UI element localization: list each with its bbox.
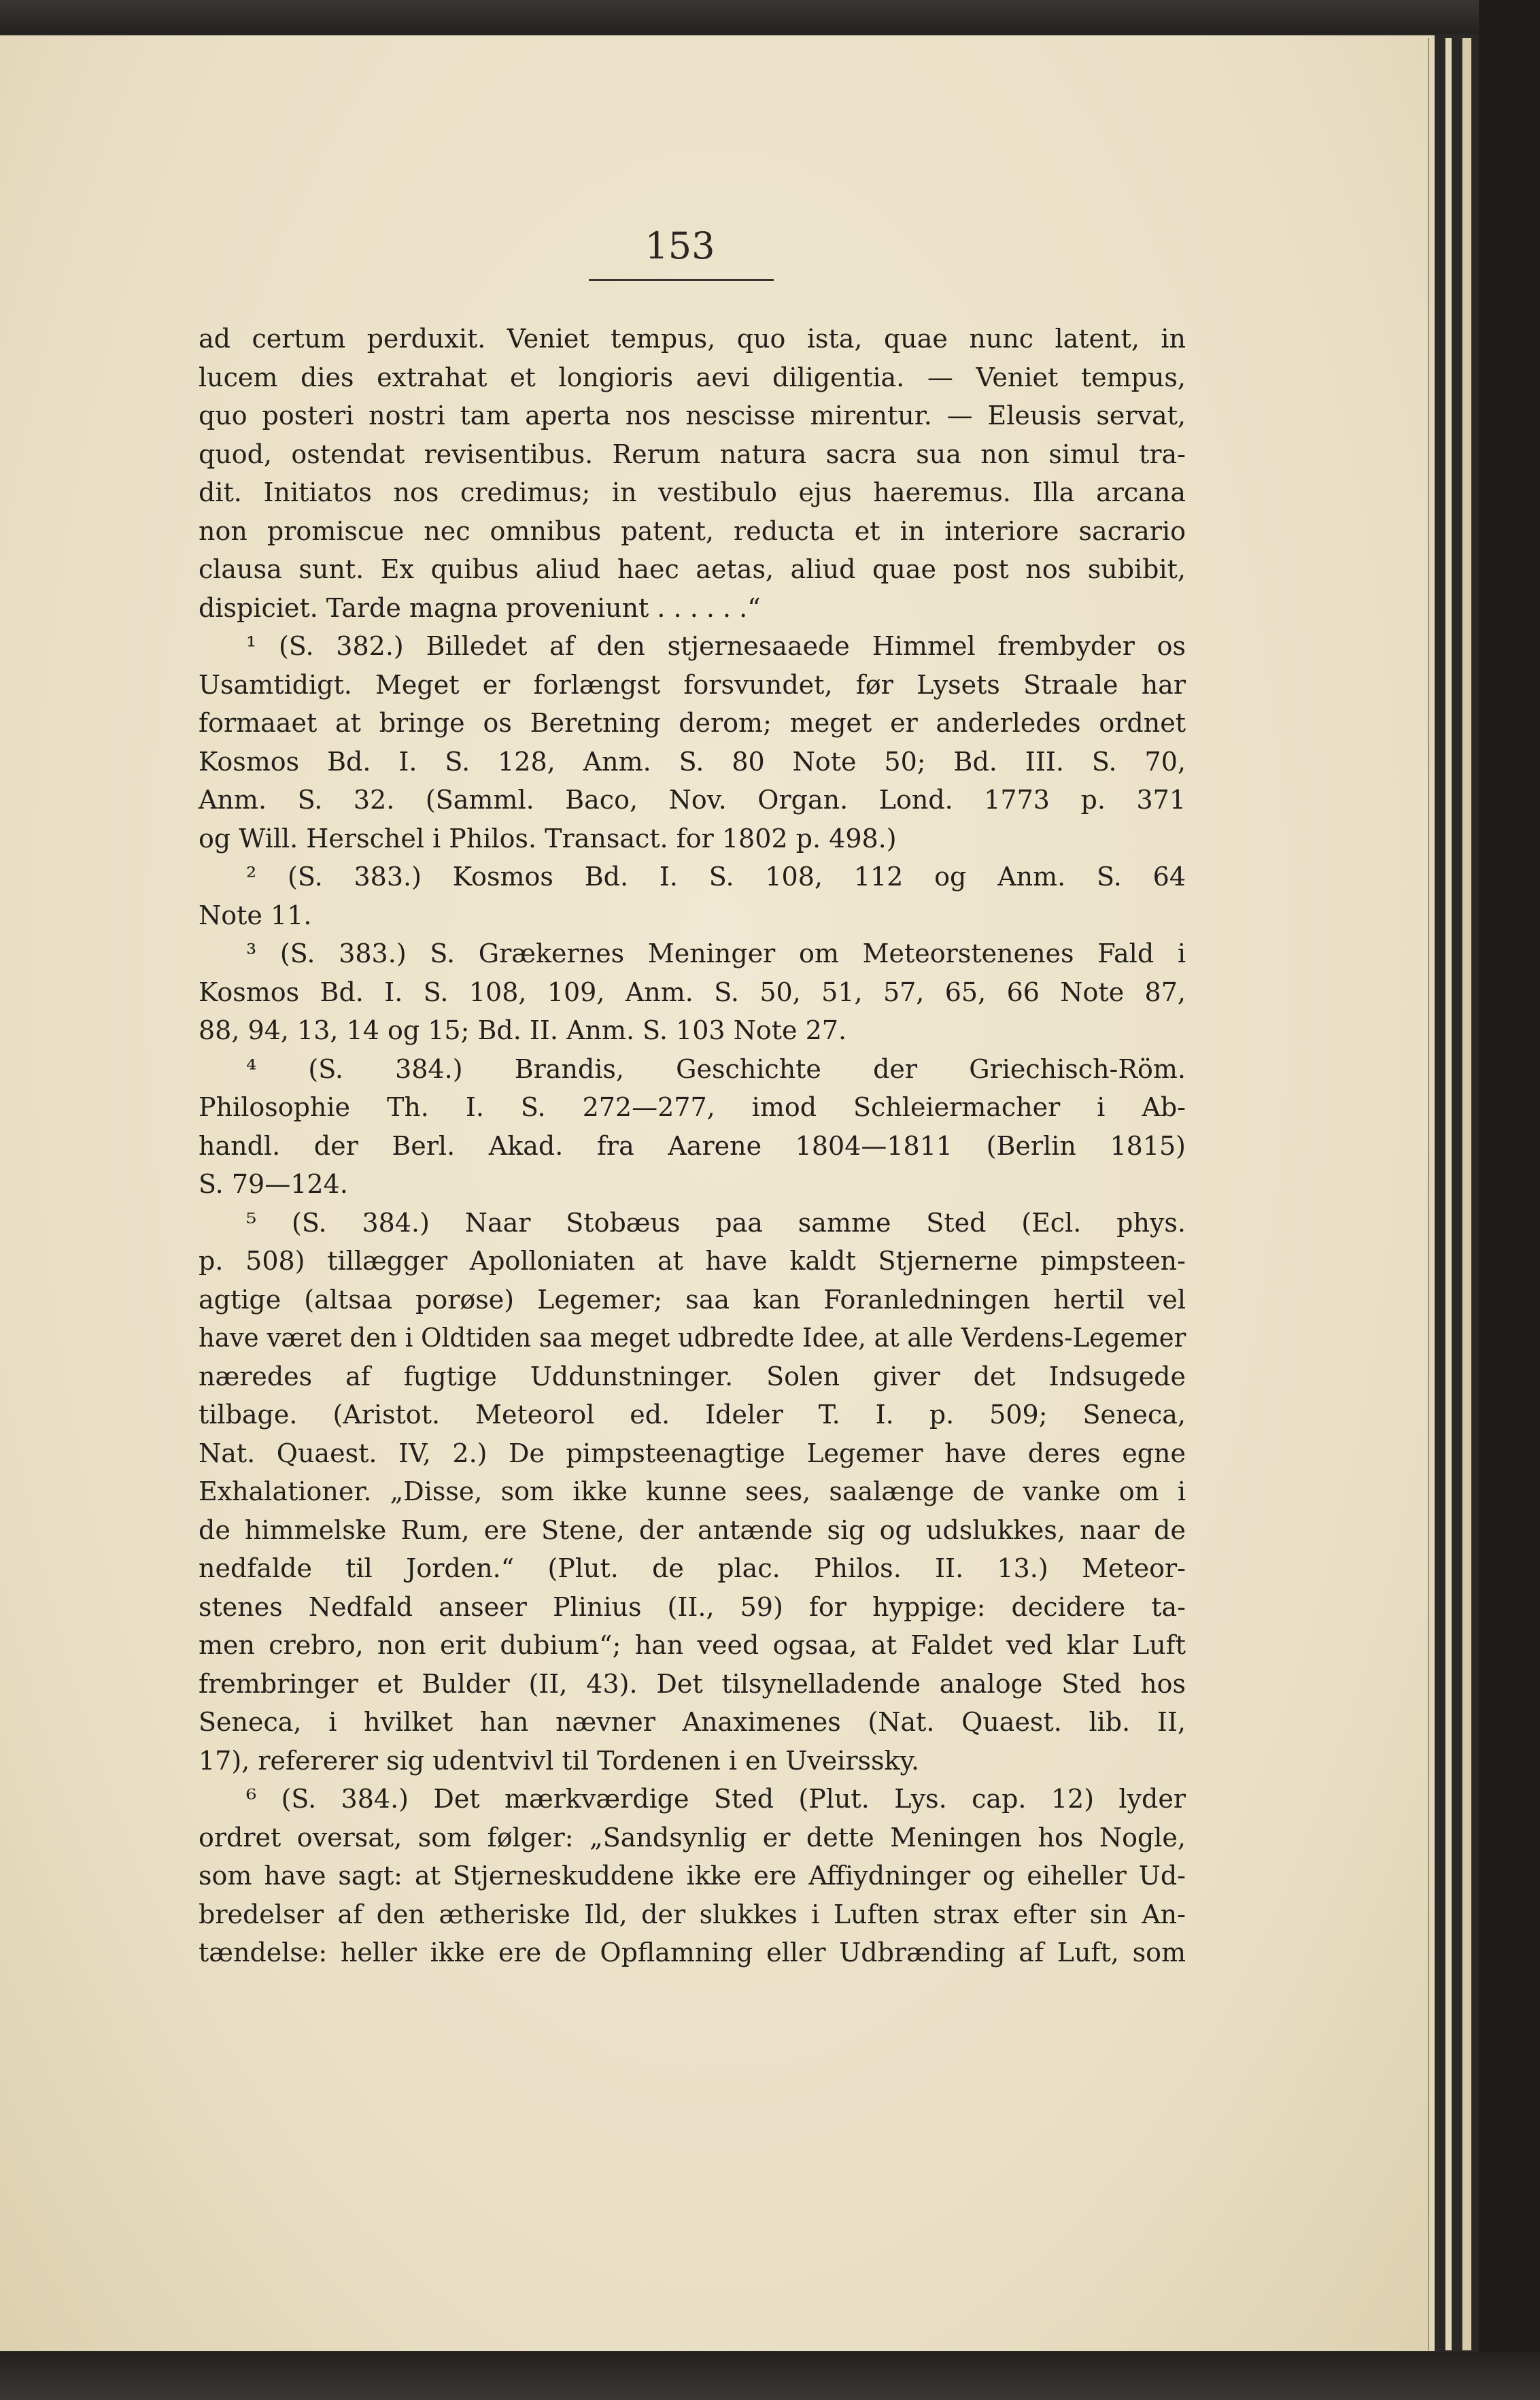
text-line: Kosmos Bd. I. S. 108, 109, Anm. S. 50, 51, 57, 65, 66 Note 87, [199,977,1186,1007]
footnote-paragraph [199,1050,1186,1204]
text-line: tilbage. (Aristot. Meteorol ed. Ideler T. I. p. 509; Seneca, [199,1400,1186,1430]
text-line: tændelse: heller ikke ere de Opflamning eller Udbrænding af Luft, som [199,1938,1186,1967]
page-text [199,320,1186,1972]
text-line: Philosophie Th. I. S. 272—277, imod Schleiermacher i Ab- [199,1092,1186,1122]
page-edge [1428,38,1435,2350]
text-line: ¹ (S. 382.) Billedet af den stjernesaaede Himmel frembyder os [246,631,1186,661]
text-line: ad certum perduxit. Veniet tempus, quo ista, quae nunc latent, in [199,324,1186,354]
text-line: quo posteri nostri tam aperta nos nescisse mirentur. — Eleusis servat, [199,401,1186,430]
page-edge [1445,38,1452,2350]
text-line: p. 508) tillægger Apolloniaten at have kaldt Stjernerne pimpsteen- [199,1246,1186,1276]
text-line: Seneca, i hvilket han nævner Anaximenes (Nat. Quaest. lib. II, [199,1707,1186,1737]
text-line: ⁵ (S. 384.) Naar Stobæus paa samme Sted (Ecl. phys. [246,1207,1186,1238]
book-cover-right [1479,0,1540,2400]
text-line: Nat. Quaest. IV, 2.) De pimpsteenagtige Legemer have deres egne [199,1438,1186,1468]
text-line: som have sagt: at Stjerneskuddene ikke ere Affiydninger og eiheller Ud- [199,1861,1186,1891]
text-line: og Will. Herschel i Philos. Transact. for 1802 p. 498.) [199,823,897,853]
footnote-paragraph [199,627,1186,858]
text-line: Usamtidigt. Meget er forlængst forsvundet, før Lysets Straale har [199,669,1186,700]
text-line: næredes af fugtige Uddunstninger. Solen giver det Indsugede [199,1361,1186,1391]
footnote-paragraph [199,1780,1186,1972]
footnote-paragraph [199,1204,1186,1780]
text-line: Note 11. [199,900,312,930]
text-line: Anm. S. 32. (Samml. Baco, Nov. Organ. Lond. 1773 p. 371 [199,785,1186,815]
page-number: 153 [645,224,715,267]
book-cover-top [0,0,1540,34]
latin-quote-paragraph [199,320,1186,627]
text-line: stenes Nedfald anseer Plinius (II., 59) for hyppige: decidere ta- [199,1591,1186,1622]
text-line: men crebro, non erit dubium“; han veed ogsaa, at Faldet ved klar Luft [199,1630,1186,1660]
text-line: dit. Initiatos nos credimus; in vestibulo ejus haeremus. Illa arcana [199,477,1186,507]
footnote-paragraph [199,934,1186,1050]
text-line: have været den i Oldtiden saa meget udbredte Idee, at alle Verdens-Legemer [199,1323,1186,1353]
text-line: ⁴ (S. 384.) Brandis, Geschichte der Griechisch-Röm. [246,1053,1186,1084]
text-line: dispiciet. Tarde magna proveniunt . . . . . .“ [199,592,761,623]
text-line: quod, ostendat revisentibus. Rerum natura sacra sua non simul tra- [199,439,1186,469]
text-line: ordret oversat, som følger: „Sandsynlig er dette Meningen hos Nogle, [199,1822,1186,1853]
text-line: Kosmos Bd. I. S. 128, Anm. S. 80 Note 50; Bd. III. S. 70, [199,746,1186,777]
text-line: Exhalationer. „Disse, som ikke kunne sees, saalænge de vanke om i [199,1476,1186,1506]
text-line: non promiscue nec omnibus patent, reducta et in interiore sacrario [199,516,1186,546]
text-line: formaaet at bringe os Beretning derom; meget er anderledes ordnet [199,708,1186,738]
text-line: bredelser af den ætheriske Ild, der slukkes i Luften strax efter sin An- [199,1899,1186,1929]
text-line: 88, 94, 13, 14 og 15; Bd. II. Anm. S. 103 Note 27. [199,1015,847,1045]
text-line: handl. der Berl. Akad. fra Aarene 1804—1811 (Berlin 1815) [199,1130,1186,1161]
text-line: ⁶ (S. 384.) Det mærkværdige Sted (Plut. Lys. cap. 12) lyder [246,1784,1186,1814]
text-line: nedfalde til Jorden.“ (Plut. de plac. Philos. II. 13.) Meteor- [199,1553,1186,1583]
header-rule [589,279,774,281]
text-line: frembringer et Bulder (II, 43). Det tilsynelladende analoge Sted hos [199,1668,1186,1699]
text-line: clausa sunt. Ex quibus aliud haec aetas, aliud quae post nos subibit, [199,554,1186,584]
text-line: lucem dies extrahat et longioris aevi diligentia. — Veniet tempus, [199,362,1186,392]
text-line: de himmelske Rum, ere Stene, der antænde sig og udslukkes, naar de [199,1515,1186,1545]
text-line: S. 79—124. [199,1169,348,1199]
text-line: ² (S. 383.) Kosmos Bd. I. S. 108, 112 og Anm. S. 64 [246,862,1186,892]
text-line: 17), refererer sig udentvivl til Tordenen i en Uveirssky. [199,1745,920,1776]
text-line: agtige (altsaa porøse) Legemer; saa kan Foranledningen hertil vel [199,1284,1186,1315]
text-line: ³ (S. 383.) S. Grækernes Meninger om Meteorstenenes Fald i [246,939,1186,968]
book-cover-bottom [0,2352,1540,2400]
footnote-paragraph [199,858,1186,934]
page-edge [1462,38,1471,2350]
